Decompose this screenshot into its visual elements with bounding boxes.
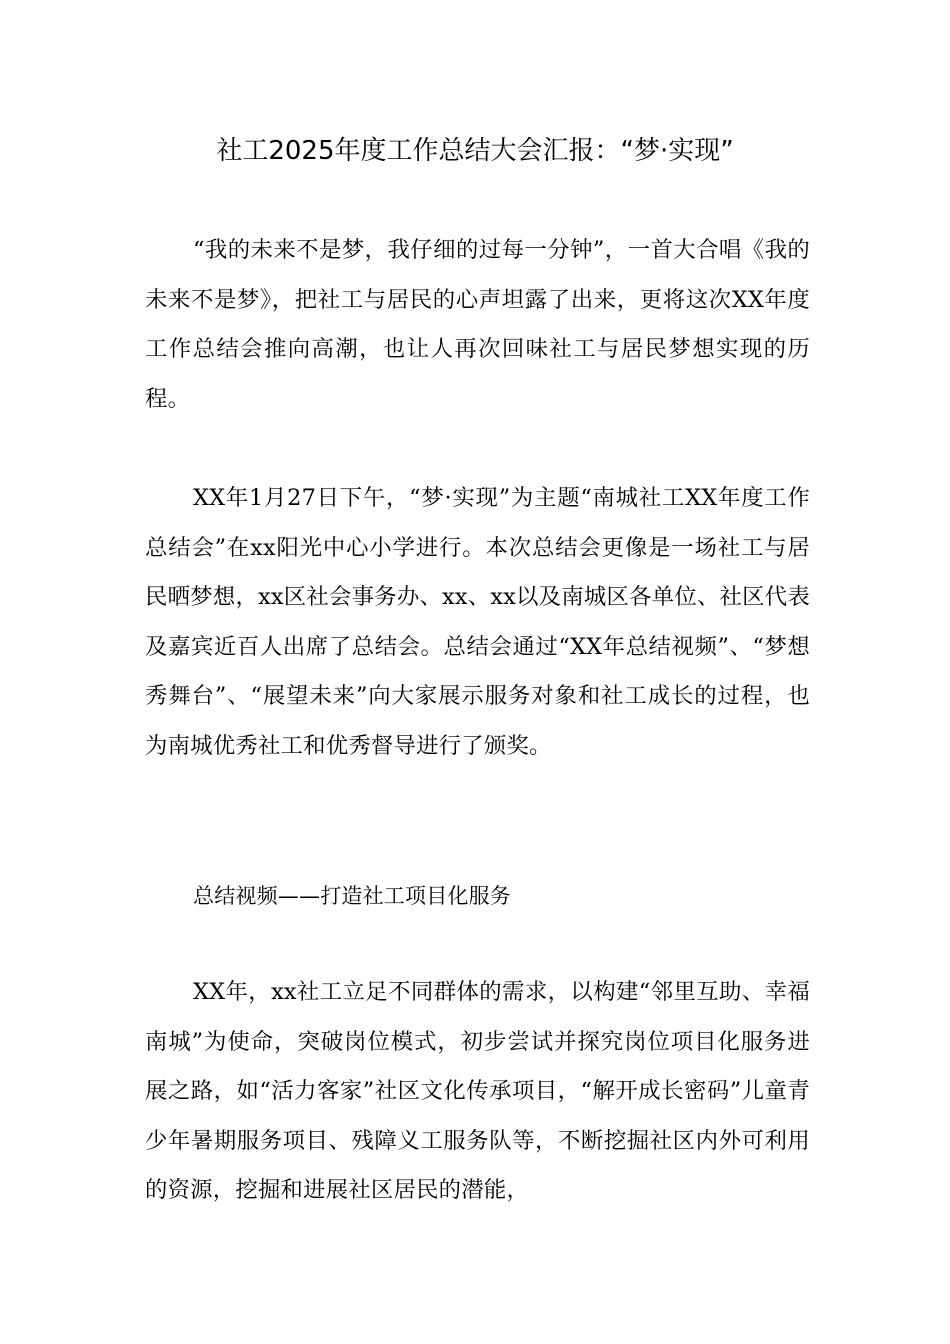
paragraph-intro: “我的未来不是梦，我仔细的过每一分钟”，一首大合唱《我的未来不是梦》，把社工与居民的心声坦露了出来，更将这次XX年度工作总结会推向高潮，也让人再次回味社工与居民梦想实现的历程。 [145, 237, 810, 412]
section-heading: 总结视频——打造社工项目化服务 [193, 884, 511, 908]
document-title: 社工2025年度工作总结大会汇报：“梦·实现” [216, 136, 734, 166]
paragraph-summary: XX年，xx社工立足不同群体的需求，以构建“邻里互助、幸福南城”为使命，突破岗位模式，初步尝试并探究岗位项目化服务进展之路，如“活力客家”社区文化传承项目，“解开成长密码”儿童青少年暑期服务项目、残障义工服务队等，不断挖掘社区内外可利用的资源，挖掘和进展社区居民的潜能， [145, 979, 810, 1203]
paragraph-event: XX年1月27日下午，“梦·实现”为主题“南城社工XX年度工作总结会”在xx阳光中心小学进行。本次总结会更像是一场社工与居民晒梦想，xx区社会事务办、xx、xx以及南城区各单位、社区代表及嘉宾近百人出席了总结会。总结会通过“XX年总结视频”、“梦想秀舞台”、“展望未来”向大家展示服务对象和社工成长的过程，也为南城优秀社工和优秀督导进行了颁奖。 [145, 485, 810, 759]
